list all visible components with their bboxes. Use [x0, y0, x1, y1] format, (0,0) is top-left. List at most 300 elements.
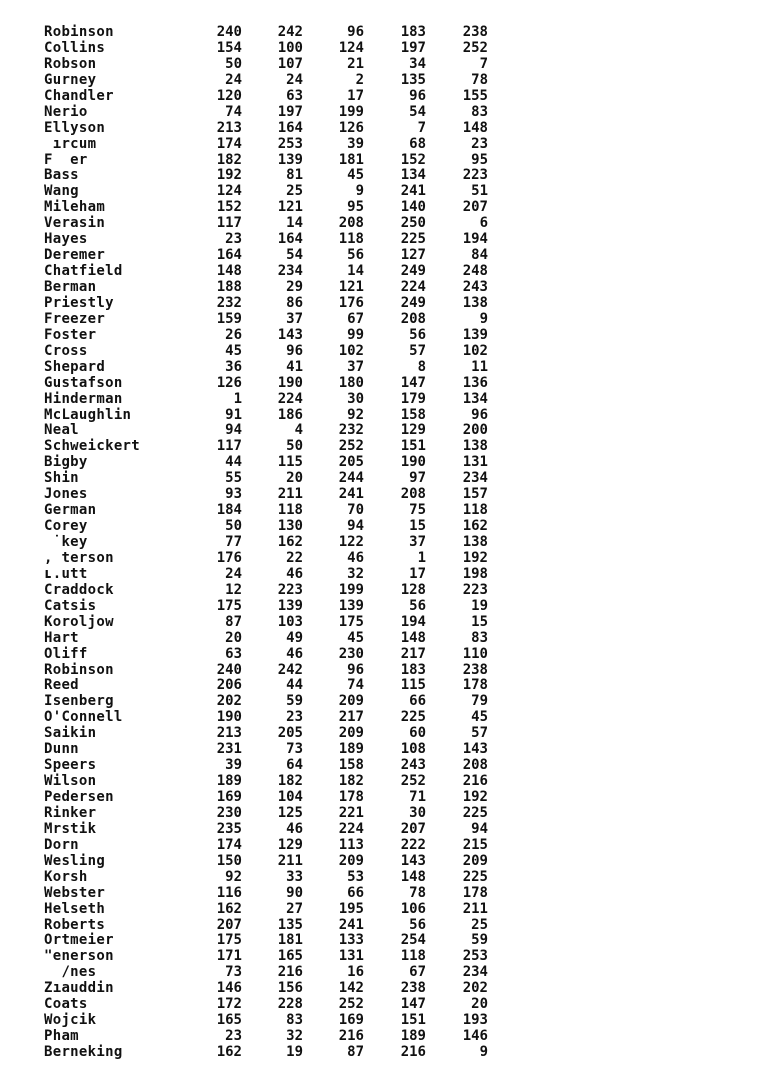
- row-value-1: 171: [216, 948, 242, 965]
- row-value-5: 20: [471, 996, 488, 1013]
- row-value-4: 207: [400, 820, 426, 837]
- row-name: Jones: [44, 486, 88, 503]
- row-value-4: 34: [409, 55, 426, 72]
- row-value-5: 178: [462, 884, 488, 901]
- row-value-4: 78: [409, 884, 426, 901]
- row-name: Craddock: [44, 581, 114, 598]
- row-value-3: 118: [338, 231, 364, 248]
- row-value-4: 143: [400, 852, 426, 869]
- row-value-2: 164: [277, 119, 303, 136]
- row-value-5: 15: [471, 613, 488, 630]
- row-value-1: 93: [225, 486, 242, 503]
- row-value-1: 87: [225, 613, 242, 630]
- row-value-4: 71: [409, 789, 426, 805]
- row-value-5: 102: [462, 342, 488, 359]
- row-value-5: 57: [471, 725, 488, 742]
- row-value-5: 19: [471, 597, 488, 614]
- row-value-5: 192: [462, 789, 488, 805]
- row-value-4: 56: [409, 597, 426, 614]
- row-value-3: 121: [338, 279, 364, 295]
- row-value-1: 190: [216, 709, 242, 726]
- row-value-3: 67: [347, 310, 364, 327]
- row-name: Wang: [44, 183, 79, 200]
- row-value-2: 29: [286, 279, 303, 295]
- row-value-2: 20: [286, 470, 303, 487]
- row-value-5: 234: [462, 470, 488, 487]
- row-value-1: 240: [216, 24, 242, 40]
- row-value-5: 138: [462, 534, 488, 550]
- row-value-1: 26: [225, 326, 242, 343]
- row-value-5: 157: [462, 486, 488, 503]
- row-name: Mileham: [44, 199, 106, 216]
- row-value-4: 37: [409, 534, 426, 550]
- row-value-2: 73: [286, 741, 303, 758]
- row-value-2: 181: [277, 932, 303, 949]
- row-value-5: 143: [462, 741, 488, 758]
- row-value-4: 152: [400, 151, 426, 168]
- row-value-5: 11: [471, 358, 488, 375]
- row-value-2: 46: [286, 565, 303, 582]
- row-value-2: 59: [286, 693, 303, 710]
- row-name: Chatfield: [44, 263, 123, 280]
- row-name: McLaughlin: [44, 406, 132, 423]
- row-value-5: 148: [462, 119, 488, 136]
- row-value-4: 15: [409, 518, 426, 535]
- row-value-3: 209: [338, 852, 364, 869]
- row-value-2: 139: [277, 597, 303, 614]
- row-name: Verasin: [44, 215, 106, 232]
- row-value-3: 209: [338, 693, 364, 710]
- row-value-5: 45: [471, 709, 488, 726]
- row-value-4: 208: [400, 310, 426, 327]
- row-value-2: 27: [286, 900, 303, 917]
- row-value-4: 217: [400, 645, 426, 662]
- row-value-1: 117: [216, 438, 242, 455]
- row-value-3: 252: [338, 996, 364, 1013]
- row-name: Collins: [44, 39, 106, 56]
- row-name: ˙key: [44, 534, 88, 550]
- row-value-1: 235: [216, 820, 242, 837]
- row-value-5: 83: [471, 629, 488, 646]
- row-value-5: 208: [462, 757, 488, 774]
- row-name: Wojcik: [44, 1012, 97, 1029]
- row-value-3: 208: [338, 215, 364, 232]
- row-value-2: 143: [277, 326, 303, 343]
- row-value-3: 158: [338, 757, 364, 774]
- row-value-1: 240: [216, 661, 242, 678]
- row-value-1: 154: [216, 39, 242, 56]
- row-value-2: 165: [277, 948, 303, 965]
- row-value-5: 139: [462, 326, 488, 343]
- row-value-3: 139: [338, 597, 364, 614]
- row-value-1: 182: [216, 151, 242, 168]
- row-value-5: 200: [462, 422, 488, 439]
- row-value-4: 189: [400, 1028, 426, 1045]
- row-value-1: 174: [216, 836, 242, 853]
- row-value-4: 127: [400, 247, 426, 264]
- row-value-5: 6: [479, 215, 488, 232]
- row-value-4: 68: [409, 135, 426, 152]
- row-name: ırcum: [44, 135, 97, 152]
- row-value-4: 118: [400, 948, 426, 965]
- row-name: Reed: [44, 677, 79, 694]
- row-value-1: 188: [216, 279, 242, 295]
- row-value-5: 209: [462, 852, 488, 869]
- row-value-1: 73: [225, 964, 242, 981]
- row-value-5: 193: [462, 1012, 488, 1029]
- row-value-2: 14: [286, 215, 303, 232]
- row-value-2: 4: [294, 422, 303, 439]
- row-name: Isenberg: [44, 693, 114, 710]
- row-value-1: 164: [216, 247, 242, 264]
- row-value-4: 225: [400, 709, 426, 726]
- row-name: Schweickert: [44, 438, 141, 455]
- row-value-5: 96: [471, 406, 488, 423]
- row-value-3: 216: [338, 1028, 364, 1045]
- row-value-1: 20: [225, 629, 242, 646]
- row-value-4: 249: [400, 294, 426, 311]
- row-name: Webster: [44, 884, 106, 901]
- row-value-1: 172: [216, 996, 242, 1013]
- row-value-2: 46: [286, 820, 303, 837]
- row-value-3: 230: [338, 645, 364, 662]
- row-value-1: 230: [216, 804, 242, 821]
- row-value-2: 121: [277, 199, 303, 216]
- row-value-3: 96: [347, 661, 364, 678]
- row-value-2: 23: [286, 709, 303, 726]
- row-value-1: 45: [225, 342, 242, 359]
- row-value-1: 206: [216, 677, 242, 694]
- row-value-5: 238: [462, 24, 488, 40]
- row-value-3: 14: [347, 263, 364, 280]
- row-value-4: 30: [409, 804, 426, 821]
- row-value-3: 16: [347, 964, 364, 981]
- row-value-2: 44: [286, 677, 303, 694]
- row-value-4: 75: [409, 502, 426, 519]
- row-value-2: 197: [277, 103, 303, 120]
- row-value-1: 77: [225, 534, 242, 550]
- row-name: /nes: [44, 964, 97, 981]
- row-value-1: 176: [216, 549, 242, 566]
- row-value-3: 96: [347, 24, 364, 40]
- row-value-4: 183: [400, 661, 426, 678]
- row-value-2: 37: [286, 310, 303, 327]
- row-value-5: 202: [462, 980, 488, 997]
- row-value-2: 50: [286, 438, 303, 455]
- row-value-1: 159: [216, 310, 242, 327]
- row-name: Hayes: [44, 231, 88, 248]
- row-value-4: 148: [400, 868, 426, 885]
- row-value-4: 135: [400, 71, 426, 88]
- row-name: Oliff: [44, 645, 88, 662]
- row-value-3: 182: [338, 773, 364, 790]
- row-value-5: 138: [462, 438, 488, 455]
- row-value-1: 192: [216, 167, 242, 184]
- row-value-2: 54: [286, 247, 303, 264]
- row-value-1: 55: [225, 470, 242, 487]
- row-value-2: 83: [286, 1012, 303, 1029]
- row-value-4: 254: [400, 932, 426, 949]
- row-value-2: 104: [277, 789, 303, 805]
- row-value-3: 176: [338, 294, 364, 311]
- row-value-1: 39: [225, 757, 242, 774]
- row-value-3: 175: [338, 613, 364, 630]
- row-value-1: 91: [225, 406, 242, 423]
- row-name: O'Connell: [44, 709, 123, 726]
- row-value-1: 24: [225, 565, 242, 582]
- row-value-2: 139: [277, 151, 303, 168]
- row-value-4: 250: [400, 215, 426, 232]
- row-value-2: 32: [286, 1028, 303, 1045]
- row-value-4: 140: [400, 199, 426, 216]
- row-value-1: 174: [216, 135, 242, 152]
- row-value-3: 232: [338, 422, 364, 439]
- row-value-5: 83: [471, 103, 488, 120]
- row-value-2: 216: [277, 964, 303, 981]
- row-name: Shin: [44, 470, 79, 487]
- row-value-5: 78: [471, 71, 488, 88]
- row-value-2: 190: [277, 374, 303, 391]
- row-value-5: 248: [462, 263, 488, 280]
- row-name: F er: [44, 151, 88, 168]
- row-value-2: 81: [286, 167, 303, 184]
- row-value-5: 51: [471, 183, 488, 200]
- row-value-3: 45: [347, 167, 364, 184]
- row-name: Speers: [44, 757, 97, 774]
- row-value-1: 152: [216, 199, 242, 216]
- row-value-3: 9: [355, 183, 364, 200]
- row-value-3: 2: [355, 71, 364, 88]
- row-value-2: 25: [286, 183, 303, 200]
- row-value-2: 224: [277, 390, 303, 407]
- row-value-1: 175: [216, 932, 242, 949]
- row-value-1: 150: [216, 852, 242, 869]
- row-value-1: 117: [216, 215, 242, 232]
- row-name: Bass: [44, 167, 79, 184]
- row-value-1: 92: [225, 868, 242, 885]
- row-value-3: 113: [338, 836, 364, 853]
- row-value-4: 7: [417, 119, 426, 136]
- row-value-2: 103: [277, 613, 303, 630]
- row-value-5: 59: [471, 932, 488, 949]
- row-name: Hart: [44, 629, 79, 646]
- row-value-4: 56: [409, 326, 426, 343]
- row-value-4: 128: [400, 581, 426, 598]
- row-value-3: 30: [347, 390, 364, 407]
- row-value-5: 138: [462, 294, 488, 311]
- row-value-4: 194: [400, 613, 426, 630]
- row-value-1: 175: [216, 597, 242, 614]
- row-value-4: 222: [400, 836, 426, 853]
- row-value-3: 21: [347, 55, 364, 72]
- row-value-5: 110: [462, 645, 488, 662]
- row-value-4: 56: [409, 916, 426, 933]
- row-name: Hinderman: [44, 390, 123, 407]
- row-value-3: 131: [338, 948, 364, 965]
- row-value-4: 179: [400, 390, 426, 407]
- row-name: Berman: [44, 279, 97, 295]
- row-value-4: 241: [400, 183, 426, 200]
- row-value-3: 205: [338, 454, 364, 471]
- row-name: Wilson: [44, 773, 97, 790]
- row-name: Chandler: [44, 87, 114, 104]
- row-value-5: 136: [462, 374, 488, 391]
- row-value-3: 133: [338, 932, 364, 949]
- row-value-3: 178: [338, 789, 364, 805]
- row-value-3: 92: [347, 406, 364, 423]
- row-value-1: 23: [225, 1028, 242, 1045]
- row-name: Zıauddin: [44, 980, 114, 997]
- row-value-4: 243: [400, 757, 426, 774]
- row-value-5: 23: [471, 135, 488, 152]
- row-value-4: 108: [400, 741, 426, 758]
- row-value-1: 231: [216, 741, 242, 758]
- row-name: Coats: [44, 996, 88, 1013]
- row-name: Gustafson: [44, 374, 123, 391]
- row-name: Mrstik: [44, 820, 97, 837]
- row-value-4: 225: [400, 231, 426, 248]
- row-value-5: 253: [462, 948, 488, 965]
- row-value-3: 122: [338, 534, 364, 550]
- row-value-5: 162: [462, 518, 488, 535]
- row-value-2: 129: [277, 836, 303, 853]
- row-value-3: 199: [338, 581, 364, 598]
- row-value-3: 56: [347, 247, 364, 264]
- row-value-1: 1: [233, 390, 242, 407]
- row-value-3: 241: [338, 486, 364, 503]
- row-value-3: 252: [338, 438, 364, 455]
- row-value-4: 151: [400, 1012, 426, 1029]
- row-name: German: [44, 502, 97, 519]
- row-value-4: 67: [409, 964, 426, 981]
- row-value-1: 207: [216, 916, 242, 933]
- row-value-1: 44: [225, 454, 242, 471]
- row-value-3: 17: [347, 87, 364, 104]
- row-value-2: 33: [286, 868, 303, 885]
- row-value-5: 9: [479, 1044, 488, 1060]
- row-value-4: 224: [400, 279, 426, 295]
- row-value-2: 46: [286, 645, 303, 662]
- row-value-3: 221: [338, 804, 364, 821]
- row-value-5: 207: [462, 199, 488, 216]
- row-name: Korsh: [44, 868, 88, 885]
- row-value-2: 64: [286, 757, 303, 774]
- row-value-5: 216: [462, 773, 488, 790]
- row-value-3: 39: [347, 135, 364, 152]
- row-value-4: 216: [400, 1044, 426, 1060]
- row-value-1: 50: [225, 518, 242, 535]
- row-value-2: 115: [277, 454, 303, 471]
- row-value-3: 74: [347, 677, 364, 694]
- row-value-1: 126: [216, 374, 242, 391]
- row-value-2: 96: [286, 342, 303, 359]
- row-value-5: 9: [479, 310, 488, 327]
- row-value-3: 46: [347, 549, 364, 566]
- row-value-3: 99: [347, 326, 364, 343]
- row-value-5: 118: [462, 502, 488, 519]
- row-value-5: 223: [462, 581, 488, 598]
- row-value-4: 129: [400, 422, 426, 439]
- row-value-3: 70: [347, 502, 364, 519]
- row-name: Pham: [44, 1028, 79, 1045]
- row-value-4: 208: [400, 486, 426, 503]
- row-value-1: 120: [216, 87, 242, 104]
- row-value-2: 242: [277, 24, 303, 40]
- row-value-3: 32: [347, 565, 364, 582]
- row-value-2: 242: [277, 661, 303, 678]
- row-value-3: 181: [338, 151, 364, 168]
- row-value-5: 94: [471, 820, 488, 837]
- row-name: Wesling: [44, 852, 106, 869]
- row-value-1: 213: [216, 119, 242, 136]
- row-name: Pedersen: [44, 789, 114, 805]
- row-value-3: 37: [347, 358, 364, 375]
- row-value-1: 36: [225, 358, 242, 375]
- row-value-2: 107: [277, 55, 303, 72]
- row-value-4: 197: [400, 39, 426, 56]
- row-value-1: 74: [225, 103, 242, 120]
- row-value-1: 162: [216, 1044, 242, 1060]
- row-value-3: 209: [338, 725, 364, 742]
- row-value-1: 124: [216, 183, 242, 200]
- row-value-3: 124: [338, 39, 364, 56]
- row-name: Ellyson: [44, 119, 106, 136]
- row-value-3: 241: [338, 916, 364, 933]
- row-value-5: 155: [462, 87, 488, 104]
- row-value-2: 100: [277, 39, 303, 56]
- row-value-1: 148: [216, 263, 242, 280]
- row-value-2: 130: [277, 518, 303, 535]
- row-value-2: 182: [277, 773, 303, 790]
- row-name: ʟ.utt: [44, 565, 88, 582]
- row-value-2: 86: [286, 294, 303, 311]
- row-value-1: 213: [216, 725, 242, 742]
- row-value-3: 224: [338, 820, 364, 837]
- row-value-5: 234: [462, 964, 488, 981]
- row-value-5: 84: [471, 247, 488, 264]
- row-value-5: 225: [462, 804, 488, 821]
- row-value-3: 195: [338, 900, 364, 917]
- row-value-4: 57: [409, 342, 426, 359]
- row-name: Robson: [44, 55, 97, 72]
- row-value-5: 192: [462, 549, 488, 566]
- row-value-4: 158: [400, 406, 426, 423]
- row-value-4: 147: [400, 996, 426, 1013]
- row-value-4: 106: [400, 900, 426, 917]
- row-value-1: 202: [216, 693, 242, 710]
- row-value-3: 199: [338, 103, 364, 120]
- row-name: Corey: [44, 518, 88, 535]
- row-name: Robinson: [44, 661, 114, 678]
- row-value-4: 151: [400, 438, 426, 455]
- row-value-2: 228: [277, 996, 303, 1013]
- row-value-1: 169: [216, 789, 242, 805]
- row-value-4: 96: [409, 87, 426, 104]
- row-value-4: 148: [400, 629, 426, 646]
- row-value-5: 252: [462, 39, 488, 56]
- row-value-4: 54: [409, 103, 426, 120]
- row-value-3: 45: [347, 629, 364, 646]
- row-value-1: 24: [225, 71, 242, 88]
- row-value-2: 135: [277, 916, 303, 933]
- row-value-1: 50: [225, 55, 242, 72]
- row-name: Rinker: [44, 804, 97, 821]
- row-name: Shepard: [44, 358, 106, 375]
- row-value-1: 184: [216, 502, 242, 519]
- row-value-4: 1: [417, 549, 426, 566]
- row-value-2: 125: [277, 804, 303, 821]
- row-value-2: 22: [286, 549, 303, 566]
